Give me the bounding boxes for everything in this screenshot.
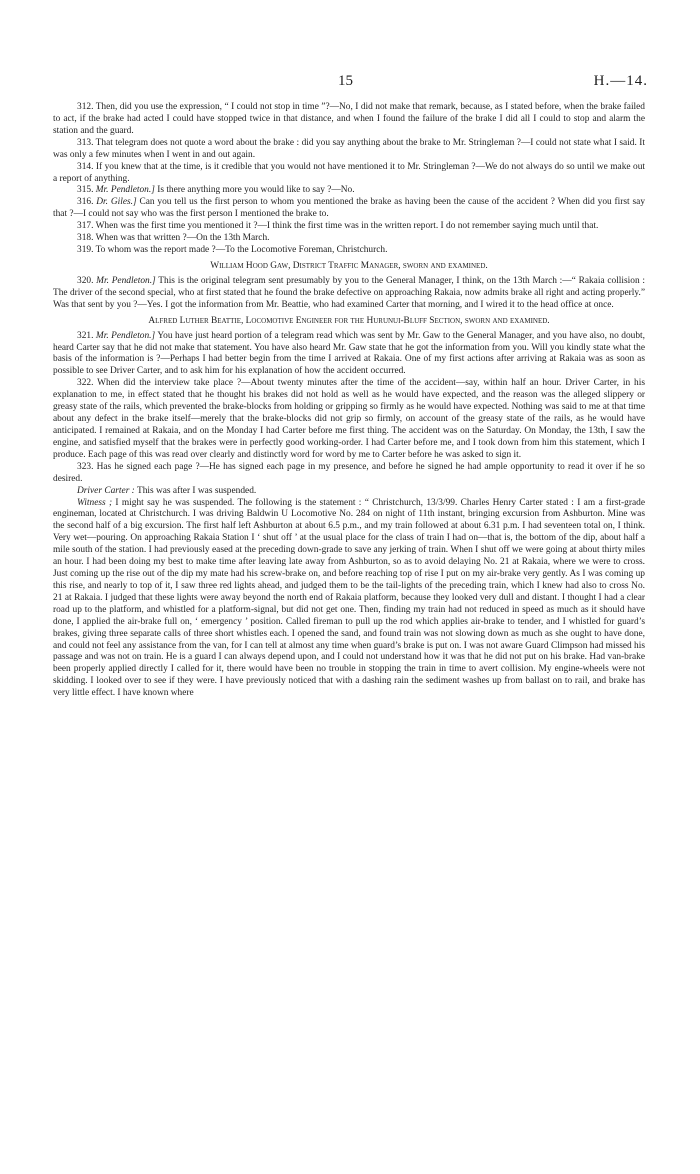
paragraph-text: I might say he was suspended. The following is the statement : “ Christchurch, 13/3/99. Charles Henry Carter stated : I am a first-grade engineman, located at Christchurch. I was driving Baldwin U Locomotive No. 284 on night of 11th instant, bringing excursion from Ashburton. Mine was the second half of a big excursion. The first half left Ashburton at about 6.5 p.m., and my train followed at about 6.31 p.m. I had seventeen total on, I think. Very wet—pouring. On approaching Rakaia Station I ‘ shut off ’ at the usual place for the class of train I had on—that is, the bottom of the dip, about half a mile south of the station. I had previously eased at the preceding down-grade to save any jerking of train. When I shut off we were going at about thirty miles an hour. I had been doing my best to make time after leaving late away from Ashburton, so as to avoid delaying No. 21 at Rakaia, where we were to cross. Just coming up the rise out of the dip my mate had his screw-brake on, and before reaching top of rise I put on my air-brake very gently. As I was coming up this rise, and nearly to top of it, I saw three red lights ahead, and judged them to be the tail-lights of the preceding train, which I knew had also to cross No. 21 at Rakaia. I judged that these lights were away beyond the north end of Rakaia platform, because they looked very dull and distant. I thought I had a clear road up to the platform, and whistled for a platform-signal, but did not get one. Then, finding my train had not reduced in speed as much as it should have done, I applied the air-brake full on, ‘ emergency ’ position. Called fireman to pull up the rod which applies air-brake to tender, and I whistled for guard’s brakes, giving three separate calls of three short whistles each. I opened the sand, and found train was not slowing down as much as she ought to have done, and could not feel any assistance from the van, for I can tell at almost any time when guard’s brake is put on. I was not aware Guard Climpson had missed his passage and was not on train. He is a guard I can always depend upon, and I could not understand how it was that he did not put on his brake. Had van-brake been properly applied directly I called for it, there would have been no trouble in stopping the train in time to avert collision. My engine-wheels were not skidding. I looked over to see if they were. I have previously noticed that with a dashing rain the sediment washes up from ballast on to rail, and brake has very little effect. I have known where	[53, 497, 645, 699]
question-number: 316.	[77, 197, 97, 208]
paragraph-text: You have just heard portion of a telegram read which was sent by Mr. Gaw to the General Manager, and you have also, no doubt, heard Carter say that he did not make that statement. You have also heard Mr. Gaw state that he got the information from you. Will you kindly state what the basis of the information is ?—Perhaps I had better begin from the time I arrived at Rakaia. One of my first actions after arriving at Rakaia was as soon as possible to see Driver Carter, and to ask him for his explanation of how the accident occurred.	[53, 330, 645, 377]
speaker-label: Witness ;	[77, 497, 113, 508]
testimony-paragraph	[53, 185, 645, 197]
witness-heading: William Hood Gaw, District Traffic Manager, sworn and examined.	[210, 260, 488, 271]
testimony-paragraph	[53, 221, 645, 233]
speaker-label: Mr. Pendleton.]	[95, 330, 156, 341]
paragraph-text: 317. When was the first time you mentioned it ?—I think the first time was in the written report. I do not remember saying much until that.	[77, 221, 599, 232]
testimony-paragraph	[53, 233, 645, 245]
speaker-label: Dr. Giles.]	[96, 197, 137, 208]
speaker-label: Mr. Pendleton.]	[95, 185, 155, 196]
speaker-label: Mr. Pendleton.]	[96, 275, 156, 286]
paragraph-text: 318. When was that written ?—On the 13th March.	[77, 233, 270, 244]
paragraph-text: 313. That telegram does not quote a word about the brake : did you say anything about the brake to Mr. Stringleman ?—I could not state what I said. It was only a few minutes when I went in and out again.	[53, 137, 645, 160]
testimony-paragraph	[53, 486, 645, 498]
testimony-paragraph	[53, 331, 645, 379]
page-header	[0, 73, 700, 93]
paragraph-text: Can you tell us the first person to whom you mentioned the brake as having been the cause of the accident ? When did you first say that ?—I could not say who was the first person I mentioned the brake to.	[53, 197, 646, 220]
witness-heading: Alfred Luther Beattie, Locomotive Engineer for the Hurunui-Bluff Section, sworn and examined.	[148, 315, 550, 326]
paragraph-text: 312. Then, did you use the expression, “ I could not stop in time ”?—No, I did not make that remark, because, as I stated before, when the brake failed to act, if the brake had acted I could have stopped twice in that distance, and when I found the failure of the brake I did all I could to stop and alarm the station and the guard.	[53, 102, 645, 136]
speaker-label: Driver Carter :	[77, 485, 135, 496]
question-number: 320.	[77, 275, 97, 286]
testimony-paragraph	[53, 498, 645, 701]
testimony-paragraph	[53, 102, 645, 138]
testimony-paragraph	[53, 276, 645, 312]
testimony-paragraph	[53, 162, 645, 186]
testimony-paragraph	[53, 462, 645, 486]
paragraph-text: 319. To whom was the report made ?—To the Locomotive Foreman, Christchurch.	[77, 245, 388, 256]
body-text	[53, 102, 645, 700]
paragraph-text: 322. When did the interview take place ?—About twenty minutes after the time of the accident—say, within half an hour. Driver Carter, in his explanation to me, in effect stated that he thought his brakes did not hold as well as he would have expected, and the reason was the alleged slippery or greasy state of the rails, which prevented the brake-blocks from holding or gripping so firmly as he would have expected. Nothing was said to me at that time about any defect in the brake itself—merely that the brake-blocks did not grip so firmly, on account of the greasy state of the rails, as he would have anticipated. I remained at Rakaia, and on the Monday I had Carter before me first thing. The accident was on the Saturday. On Monday, the 13th, I saw the engine, and satisfied myself that the brakes were in perfectly good working-order. I had Carter before me, and I took down from him this statement, which I produce. Each page of this was read over clearly and distinctly word for word by me to Carter before he was asked to sign it.	[53, 378, 645, 460]
question-number: 321.	[77, 330, 96, 341]
page-number: 15	[338, 73, 353, 89]
testimony-paragraph	[53, 378, 645, 461]
paragraph-text: 314. If you knew that at the time, is it credible that you would not have mentioned it to Mr. Stringleman ?—We do not always do so until we make out a report of anything.	[53, 161, 645, 184]
question-number: 315.	[77, 185, 96, 196]
testimony-paragraph	[53, 245, 645, 257]
testimony-paragraph	[53, 138, 645, 162]
paragraph-text: 323. Has he signed each page ?—He has signed each page in my presence, and before he signed he had ample opportunity to read it over if he so desired.	[53, 461, 645, 484]
testimony-paragraph	[53, 197, 645, 221]
paragraph-text: This was after I was suspended.	[134, 485, 257, 496]
paragraph-text: This is the original telegram sent presumably by you to the General Manager, I think, on the 13th March :—“ Rakaia collision : The driver of the second special, who at first stated that he found the brake defective on approaching Rakaia, now admits brake all right and acting properly.” Was that sent by you ?—Yes. I got the information from Mr. Beattie, who had examined Carter that morning, and I wired it to the head office at once.	[53, 275, 646, 310]
document-reference: H.—14.	[593, 73, 648, 89]
paragraph-text: Is there anything more you would like to say ?—No.	[154, 185, 355, 196]
